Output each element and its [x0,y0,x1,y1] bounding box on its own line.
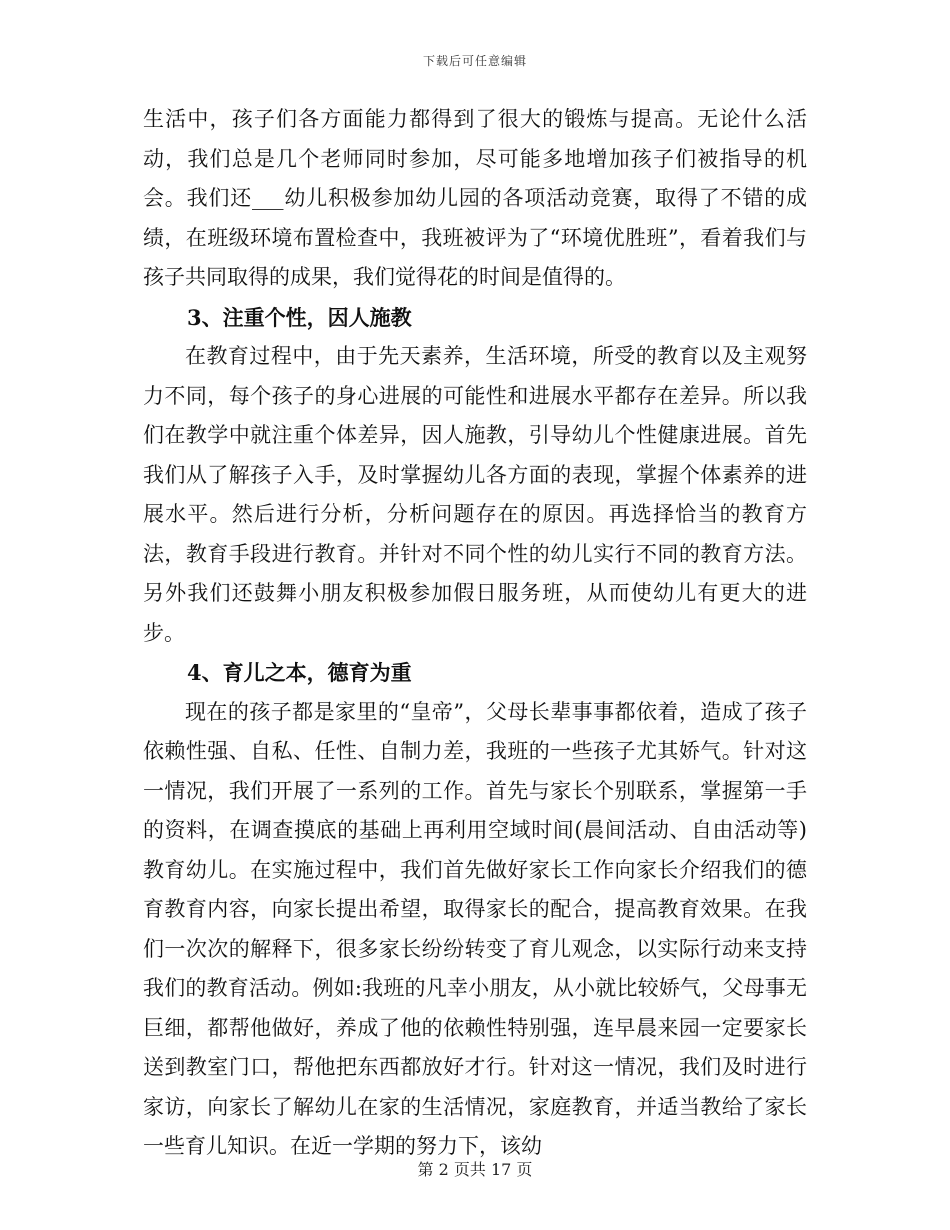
document-body [143,100,807,1167]
paragraph-moral-education: 现在的孩子都是家里的“皇帝”，父母长辈事事都依着，造成了孩子依赖性强、自私、任性、自制力差，我班的一些孩子尤其娇气。针对这一情况，我们开展了一系列的工作。首先与家长个别联系，掌握第一手的资料，在调查摸底的基础上再利用空域时间(晨间活动、自由活动等)教育幼儿。在实施过程中，我们首先做好家长工作向家长介绍我们的德育教育内容，向家长提出希望，取得家长的配合，提高教育效果。在我们一次次的解释下，很多家长纷纷转变了育儿观念，以实际行动来支持我们的教育活动。例如:我班的凡幸小朋友，从小就比较娇气，父母事无巨细，都帮他做好，养成了他的依赖性特别强，连早晨来园一定要家长送到教室门口，帮他把东西都放好才行。针对这一情况，我们及时进行家访，向家长了解幼儿在家的生活情况，家庭教育，并适当教给了家长一些育儿知识。在近一学期的努力下，该幼 [143,699,807,1158]
paragraph-individuality: 在教育过程中，由于先天素养，生活环境，所受的教育以及主观努力不同，每个孩子的身心进展的可能性和进展水平都存在差异。所以我们在教学中就注重个体差异，因人施教，引导幼儿个性健康进展。首先我们从了解孩子入手，及时掌握幼儿各方面的表现，掌握个体素养的进展水平。然后进行分析，分析问题存在的原因。再选择恰当的教育方法，教育手段进行教育。并针对不同个性的幼儿实行不同的教育方法。另外我们还鼓舞小朋友积极参加假日服务班，从而使幼儿有更大的进步。 [143,344,807,645]
section-heading-4: 4、育儿之本，德育为重 [187,660,412,685]
page-footer: 第 2 页共 17 页 [417,1160,533,1179]
paragraph-continuation: 生活中，孩子们各方面能力都得到了很大的锻炼与提高。无论什么活动，我们总是几个老师同时参加，尽可能多地增加孩子们被指导的机会。我们还___幼儿积极参加幼儿园的各项活动竞赛，取得了不错的成绩，在班级环境布置检查中，我班被评为了“环境优胜班”，看着我们与孩子共同取得的成果，我们觉得花的时间是值得的。 [143,107,807,289]
section-heading-3: 3、注重个性，因人施教 [187,304,412,330]
page-header: 下载后可任意编辑 [422,54,527,68]
